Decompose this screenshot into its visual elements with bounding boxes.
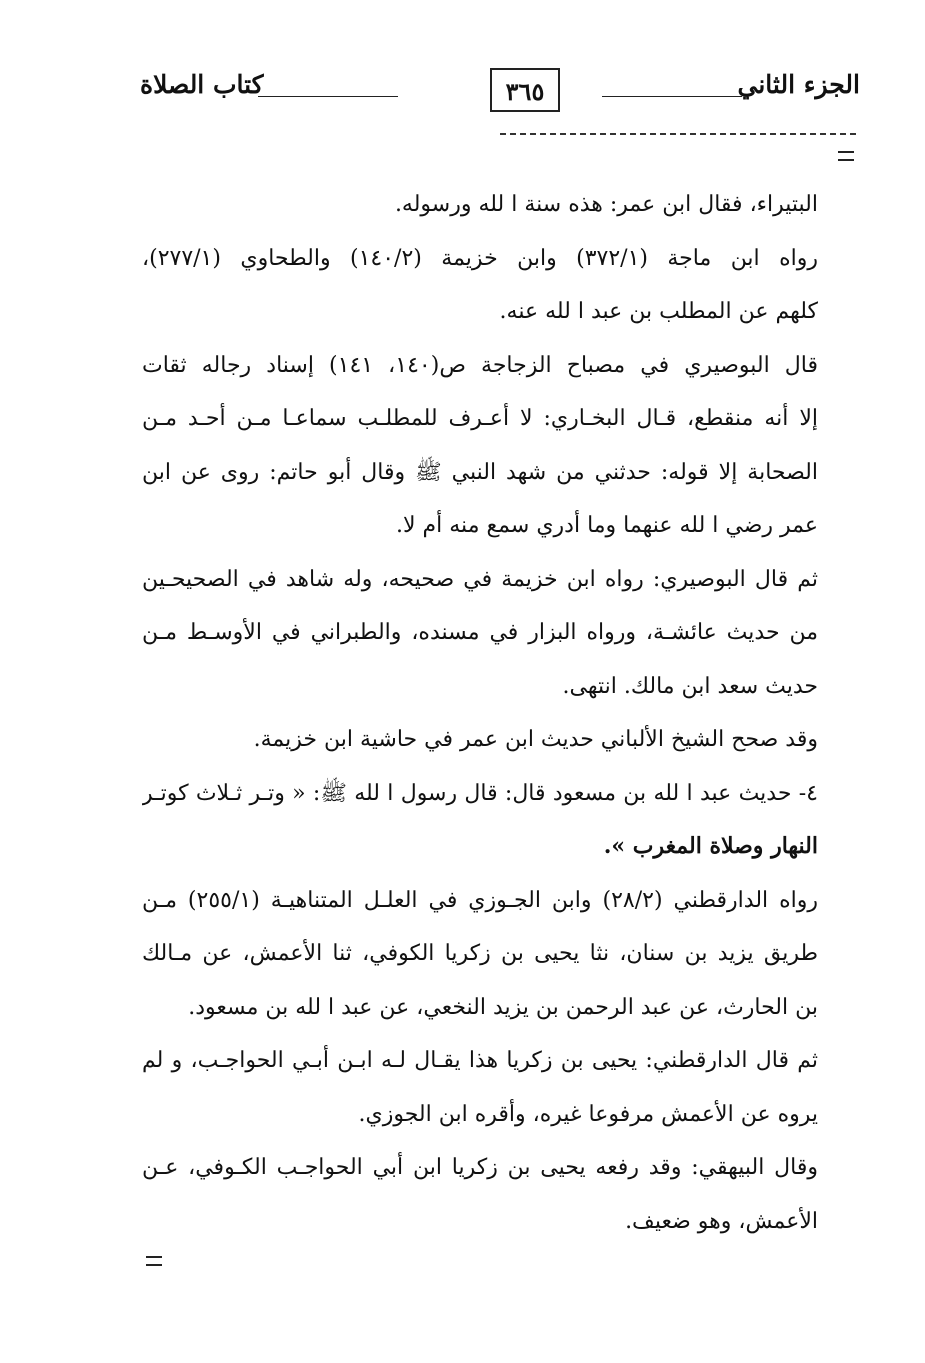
text-line: البتيراء، فقال ابن عمر: هذه سنة ا لله ورسوله. [394,192,818,217]
text-line: كلهم عن المطلب بن عبد ا لله عنه. [499,299,818,324]
page-header [140,62,860,118]
hadith-heading-line: ٤- حديث عبد ا لله بن مسعود قال: قال رسول ا لله ﷺ: « وتـر ثـلاث كوتـر [142,780,818,806]
text-line: وقد صحح الشيخ الألباني حديث ابن عمر في حاشية ابن خزيمة. [253,727,818,752]
text-line: رواه الدارقطني (٢٨/٢) وابن الجـوزي في العلـل المتناهيـة (٢٥٥/١) مـن [142,887,818,913]
text-line: يروه عن الأعمش مرفوعا غيره، وأقره ابن الجوزي. [358,1101,818,1127]
hadith-heading-line: النهار وصلاة المغرب ». [603,833,818,859]
continuation-mark-bottom [146,1256,162,1266]
text-line: ثم قال الدارقطني: يحيى بن زكريا هذا يقـال لـه ابـن أبـي الحواجـب، و لم [142,1048,818,1073]
text-line: ثم قال البوصيري: رواه ابن خزيمة في صحيحه، وله شاهد في الصحيحـين [142,566,818,592]
text-line: عمر رضي ا لله عنهما وما أدري سمع منه أم لا. [396,513,818,538]
text-line: إلا أنه منقطع، قـال البخـاري: لا أعـرف للمطلـب سماعـا مـن أحـد مـن [142,406,818,431]
volume-title: الجزء الثاني [737,70,860,99]
text-line: وقال البيهقي: وقد رفعه يحيى بن زكريا ابن أبي الحواجـب الكـوفي، عـن [142,1155,818,1180]
text-line: بن الحارث، عن عبد الرحمن بن يزيد النخعي، عن عبد ا لله بن مسعود. [188,994,818,1020]
header-rule-right [602,96,742,97]
text-line: طريق يزيد بن سنان، نثا يحيى بن زكريا الكوفي، ثنا الأعمش، عن مـالك [142,941,818,966]
header-rule-left [258,96,398,97]
continuation-mark-top [838,151,854,161]
text-line: الأعمش، وهو ضعيف. [625,1208,818,1234]
page-number: ٣٦٥ [490,68,560,112]
text-line: حديث سعد ابن مالك. انتهى. [562,673,818,699]
book-title: كتاب الصلاة [140,70,264,99]
text-line: الصحابة إلا قوله: حدثني من شهد النبي ﷺ وقال أبو حاتم: روى عن ابن [142,459,818,485]
text-line: من حديث عائشـة، ورواه البزار في مسنده، والطبراني في الأوسـط مـن [142,620,818,645]
text-line: رواه ابن ماجة (٣٧٢/١) وابن خزيمة (١٤٠/٢) والطحاوي (٢٧٧/١)، [142,245,818,271]
text-line: قال البوصيري في مصباح الزجاجة ص(١٤٠، ١٤١) إسناد رجاله ثقات [142,352,818,378]
footnote-separator [500,133,856,135]
body-text [142,178,818,1248]
